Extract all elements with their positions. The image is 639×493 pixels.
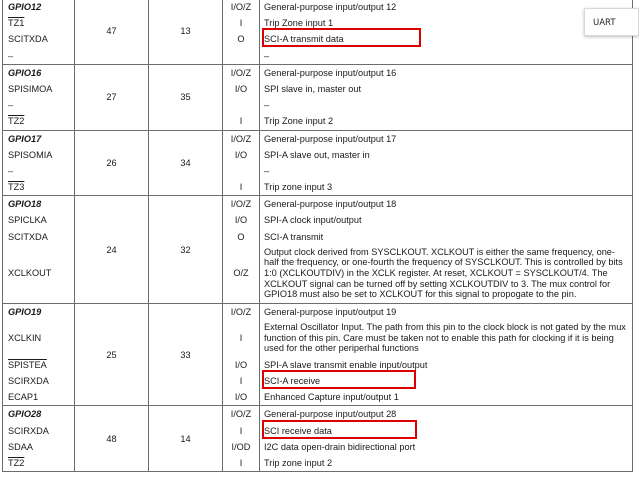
io-type: I/O: [234, 392, 248, 403]
pin-group-row: [3, 64, 633, 130]
page-bottom-edge: [0, 489, 639, 493]
ball-number: 47: [75, 0, 149, 64]
signal-name-text: SPISTEA: [8, 359, 47, 370]
io-type: I: [239, 375, 243, 386]
pin-number: 32: [149, 196, 223, 304]
io-type: I/O: [234, 149, 248, 160]
signal-name-text: –: [8, 165, 14, 176]
description-text: General-purpose input/output 19: [264, 306, 397, 317]
signal-names-cell: [3, 130, 75, 196]
gpio-name: [8, 131, 74, 147]
ball-number: 48: [75, 406, 149, 472]
signal-name: [8, 113, 74, 129]
uart-button[interactable]: UART: [584, 8, 639, 36]
io-type: I/O/Z: [230, 199, 252, 210]
signal-name-text: SPISIMOA: [8, 83, 53, 94]
pin-number: 35: [149, 64, 223, 130]
io-types-cell: [223, 0, 260, 64]
signal-name-text: GPIO17: [8, 133, 42, 144]
signal-names-cell: [3, 303, 75, 406]
signal-name-text: GPIO28: [8, 409, 42, 420]
description-text: Trip Zone input 2: [264, 116, 334, 127]
ball-number: 25: [75, 303, 149, 406]
io-type: I/OD: [231, 441, 251, 452]
signal-name: [8, 212, 74, 228]
pin-number: 13: [149, 0, 223, 64]
ball-number: 26: [75, 130, 149, 196]
signal-name-text: GPIO12: [8, 2, 42, 12]
io-type: [223, 163, 259, 179]
signal-name-text: SDAA: [8, 441, 34, 452]
description-text: SCI-A transmit: [264, 231, 324, 242]
description-text: Enhanced Capture input/output 1: [264, 392, 399, 403]
io-type: I/O/Z: [230, 133, 252, 144]
descriptions-cell: [260, 303, 633, 406]
description-paragraph: External Oscillator Input. The path from this pin to the clock block is not gated by the mux function of this pin. Care must be taken not to enable this path for clocking if it is being used for the other periperhal functions: [264, 321, 626, 354]
pin-number: 14: [149, 406, 223, 472]
signal-name-text: SCIRXDA: [8, 375, 49, 386]
signal-name: [8, 229, 74, 245]
description-text: Trip zone input 2: [264, 457, 333, 468]
description-text: –: [264, 100, 270, 111]
description-text: SPI-A slave out, master in: [264, 149, 370, 160]
signal-name-text: –: [8, 50, 14, 61]
pin-table-body: [3, 0, 633, 472]
signal-name-text: XCLKOUT: [8, 267, 52, 278]
description-text: Trip Zone input 1: [264, 18, 334, 29]
description-text: I2C data open-drain bidirectional port: [264, 441, 416, 452]
signal-name: [8, 163, 74, 179]
highlighted-description: SCI-A receive: [264, 373, 320, 389]
io-type: O: [237, 34, 245, 45]
description-text: SPI-A clock input/output: [264, 215, 362, 226]
signal-name: [8, 439, 74, 455]
signal-name-text: TZ2: [8, 457, 25, 468]
signal-name: [8, 15, 74, 31]
signal-name: [8, 373, 74, 389]
gpio-name: [8, 406, 74, 422]
io-type: I: [239, 425, 243, 436]
signal-names-cell: [3, 0, 75, 64]
descriptions-cell: [260, 0, 633, 64]
signal-name: [8, 31, 74, 47]
pin-group-row: [3, 196, 633, 304]
io-type: [223, 97, 259, 113]
highlighted-description: SCI receive data: [264, 423, 332, 439]
description-text: [264, 423, 629, 439]
signal-name: [8, 147, 74, 163]
signal-name-text: XCLKIN: [8, 332, 42, 343]
signal-name-text: TZ2: [8, 116, 25, 127]
signal-name-text: GPIO16: [8, 67, 42, 78]
signal-name: [8, 423, 74, 439]
io-types-cell: [223, 303, 260, 406]
io-type: [223, 48, 259, 64]
io-type: I: [239, 116, 243, 127]
gpio-name: [8, 304, 74, 320]
signal-name: [8, 179, 74, 195]
signal-name-text: –: [8, 100, 14, 111]
signal-name: [8, 357, 74, 373]
description-text: –: [264, 165, 270, 176]
signal-names-cell: [3, 196, 75, 304]
signal-name-text: SCITXDA: [8, 34, 48, 45]
io-type: I/O/Z: [230, 409, 252, 420]
descriptions-cell: [260, 130, 633, 196]
io-types-cell: [223, 130, 260, 196]
signal-name-text: TZ1: [8, 18, 25, 29]
io-type: O/Z: [233, 267, 249, 278]
pin-group-row: [3, 0, 633, 64]
io-types-cell: [223, 196, 260, 304]
signal-name: [8, 48, 74, 64]
io-type: I/O: [234, 83, 248, 94]
io-type: I/O/Z: [230, 2, 252, 12]
signal-name: [8, 81, 74, 97]
pin-function-table: [2, 0, 633, 472]
io-type: O: [237, 231, 245, 242]
signal-name-text: SPICLKA: [8, 215, 47, 226]
io-type: I/O/Z: [230, 306, 252, 317]
signal-name-text: SCIRXDA: [8, 425, 49, 436]
description-text: General-purpose input/output 17: [264, 133, 397, 144]
signal-names-cell: [3, 406, 75, 472]
io-type: I: [239, 457, 243, 468]
descriptions-cell: [260, 406, 633, 472]
description-text: Trip zone input 3: [264, 182, 333, 193]
description-text: SPI-A slave transmit enable input/output: [264, 359, 428, 370]
description-text: General-purpose input/output 16: [264, 67, 397, 78]
signal-name: [8, 320, 74, 357]
pin-group-row: [3, 130, 633, 196]
description-text: –: [264, 50, 270, 61]
description-text: [264, 31, 629, 47]
pin-group-row: [3, 303, 633, 406]
description-paragraph: Output clock derived from SYSCLKOUT. XCLKOUT is either the same frequency, one-half the frequency, or one-fourth the frequency of SYSCLKOUT. This is controlled by bits 1:0 (XCLKOUTDIV) in the XCLK register. At reset, XCLKOUT = SYSCLKOUT/4. The XCLKOUT signal can be turned off by setting XCLKOUTDIV to 3. The mux control for GPIO18 must also be set to XCLKOUT for this signal to propogate to the pin.: [264, 246, 623, 300]
signal-name-text: SPISOMIA: [8, 149, 53, 160]
descriptions-cell: [260, 196, 633, 304]
description-text: SPI slave in, master out: [264, 83, 362, 94]
signal-name-text: ECAP1: [8, 392, 39, 403]
signal-name-text: TZ3: [8, 182, 25, 193]
pin-number: 33: [149, 303, 223, 406]
signal-name: [8, 97, 74, 113]
signal-name-text: SCITXDA: [8, 231, 48, 242]
signal-name: [8, 455, 74, 471]
signal-name: [8, 245, 74, 303]
gpio-name: [8, 65, 74, 81]
io-type: I/O: [234, 359, 248, 370]
io-type: I/O: [234, 215, 248, 226]
gpio-name: [8, 196, 74, 212]
pin-number: 34: [149, 130, 223, 196]
gpio-name: [8, 0, 74, 15]
signal-name: [8, 389, 74, 405]
io-type: I: [239, 182, 243, 193]
signal-name-text: GPIO18: [8, 199, 42, 210]
pin-group-row: [3, 406, 633, 472]
io-types-cell: [223, 406, 260, 472]
description-text: General-purpose input/output 12: [264, 2, 397, 12]
ball-number: 27: [75, 64, 149, 130]
description-text: General-purpose input/output 18: [264, 199, 397, 210]
io-type: I: [239, 332, 243, 343]
io-type: I/O/Z: [230, 67, 252, 78]
io-types-cell: [223, 64, 260, 130]
ball-number: 24: [75, 196, 149, 304]
highlighted-description: SCI-A transmit data: [264, 31, 344, 47]
io-type: I: [239, 18, 243, 29]
signal-name-text: GPIO19: [8, 306, 42, 317]
signal-names-cell: [3, 64, 75, 130]
description-text: General-purpose input/output 28: [264, 409, 397, 420]
description-text: [264, 373, 629, 389]
descriptions-cell: [260, 64, 633, 130]
